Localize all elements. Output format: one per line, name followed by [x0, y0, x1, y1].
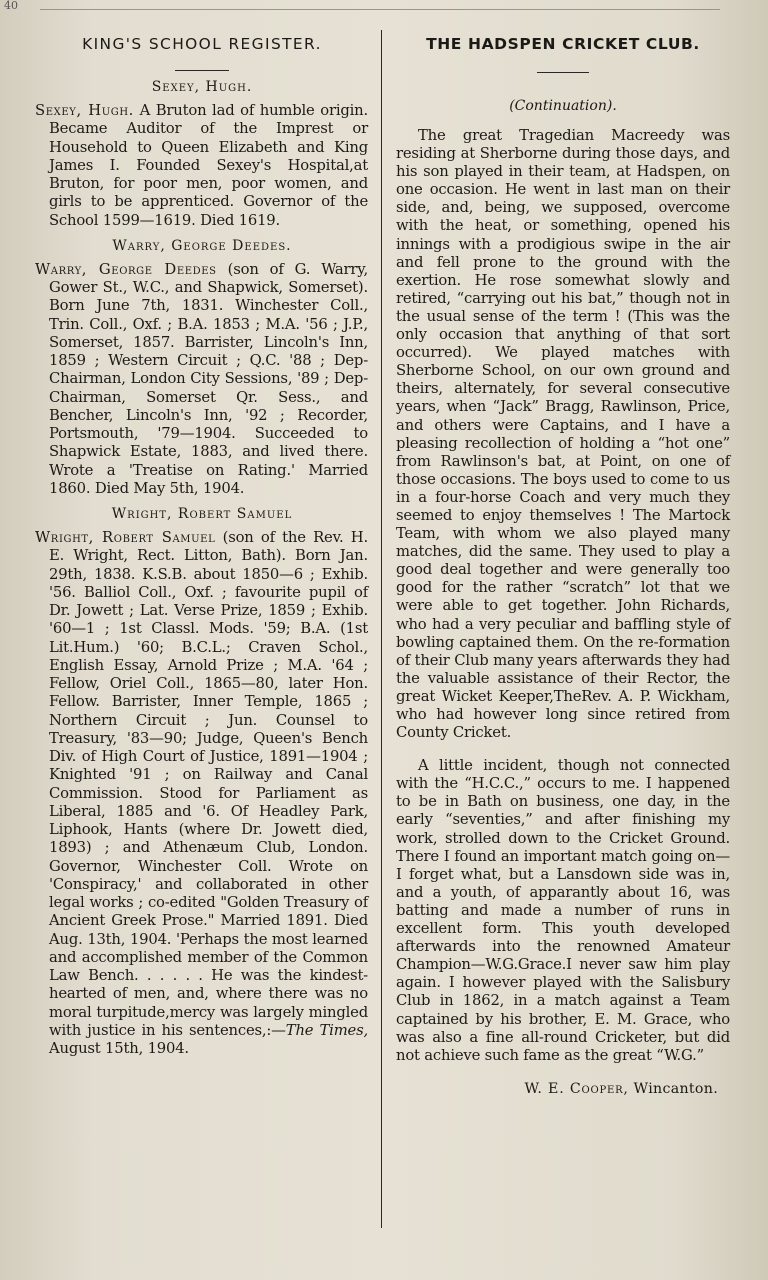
entry-subhead-warry: Warry, George Deedes.	[112, 237, 292, 254]
signature-name: W. E. Cooper,	[524, 1080, 629, 1097]
signature-place: Wincanton.	[628, 1080, 718, 1097]
entry-source: The Times,	[285, 1021, 369, 1039]
continuation-note: (Continuation).	[509, 98, 617, 114]
top-rule	[40, 9, 720, 10]
article-paragraph: The great Tragedian Macreedy was residing at Sherborne during those days, and his son played in their team, at Hadspen, on one occasion. He went in last man on their side, and, being, we supposed, overcome with the heat, or something, opened his innings with a prodigious swipe in the air and fell prone to the ground with the exertion. He rose somewhat slowly and retired, “carrying out his bat,” though not in the usual sense of the term ! (This was the only occasion that anything of that sort occurred). We played matches with Sherborne School, on our own ground and theirs, alternately, for several consecutive years, when “Jack” Bragg, Rawlinson, Price, and others were Captains, and I have a pleasing recollection of holding a “hot one” from Rawlinson's bat, at Point, on one of those occasions. The boys used to come to us in a four-horse Coach and very much they seemed to enjoy themselves ! The Martock Team, with whom we also played many matches, did the same. They used to play a good deal together and were generally too good for the rather “scratch” lot that we were able to get together. John Richards, who had a very peculiar and baffling style of bowling captained them. On the re-formation of their Club many years afterwards they had the valuable assistance of their Rector, the great Wicket Keeper,TheRev. A. P. Wickham, who had however long since retired from County Cricket.	[396, 127, 730, 742]
column-divider	[381, 30, 382, 1228]
right-heading: THE HADSPEN CRICKET CLUB.	[426, 35, 700, 53]
left-heading-rule	[175, 70, 229, 71]
entry-wright	[36, 529, 368, 1058]
page-number: 40	[4, 0, 18, 12]
entry-date: August 15th, 1904.	[49, 1040, 189, 1057]
left-column	[36, 30, 368, 1065]
left-heading: KING'S SCHOOL REGISTER.	[82, 35, 322, 53]
entry-text: (son of the Rev. H. E. Wright, Rect. Litton, Bath). Born Jan. 29th, 1838. K.S.B. about 1850—6 ; Exhib. '56. Balliol Coll., Oxf. ; favourite pupil of Dr. Jowett ; Lat. Verse Prize, 1859 ; Exhib. '60—1 ; 1st Classl. Mods. '59; B.A. (1st Lit.Hum.) '60; B.C.L.; Craven Schol., English Essay, Arnold Prize ; M.A. '64 ; Fellow, Oriel Coll., 1865—80, later Hon. Fellow. Barrister, Inner Temple, 1865 ; Northern Circuit ; Jun. Counsel to Treasury, '83—90; Judge, Queen's Bench Div. of High Court of Justice, 1891—1904 ; Knighted '91 ; on Railway and Canal Commission. Stood for Parliament as Liberal, 1885 and '6. Of Headley Park, Liphook, Hants (where Dr. Jowett died, 1893) ; and Athenæum Club, London. Governor, Winchester Coll. Wrote on 'Conspiracy,' and collaborated in other legal works ; co-edited "Golden Treasury of Ancient Greek Prose." Married 1891. Died Aug. 13th, 1904. 'Perhaps the most learned and accomplished member of the Common Law Bench. . . . . . He was the kindest-hearted of men, and, where there was no moral turpitude,mercy was largely mingled with justice in his sentences,:—	[49, 529, 368, 1039]
right-heading-rule	[537, 72, 589, 73]
entry-lead: Warry, George Deedes	[35, 260, 217, 278]
entry-sexey	[36, 102, 368, 230]
right-column	[396, 30, 730, 1097]
entry-warry	[36, 261, 368, 498]
entry-subhead-sexey: Sexey, Hugh.	[151, 79, 253, 95]
entry-lead: Sexey, Hugh.	[35, 102, 134, 119]
article-paragraph: A little incident, though not connected with the “H.C.C.,” occurs to me. I happened to be in Bath on business, one day, in the early “seventies,” and after finishing my work, strolled down to the Cricket Ground. There I found an important match going on—I forget what, but a Lansdown side was in, and a youth, of apparantly about 16, was batting and made a number of runs in excellent form. This youth developed afterwards into the renowned Amateur Champion—W.G.Grace.I never saw him play again. I however played with the Salisbury Club in 1862, in a match against a Team captained by his brother, E. M. Grace, who was also a fine all-round Cricketer, but did not achieve such fame as the great “W.G.”	[396, 757, 730, 1064]
entry-subhead-wright: Wright, Robert Samuel	[111, 506, 293, 522]
entry-lead: Wright, Robert Samuel	[35, 529, 216, 546]
entry-text: A Bruton lad of humble origin. Became Auditor of the Imprest or Household to Queen Elizabeth and King James I. Founded Sexey's Hospital,at Bruton, for poor men, poor women, and girls to be apprenticed. Governor of the School 1599—1619. Died 1619.	[49, 102, 368, 229]
signature	[396, 1081, 718, 1097]
entry-text: (son of G. Warry, Gower St., W.C., and Shapwick, Somerset). Born June 7th, 1831. Winchester Coll., Trin. Coll., Oxf. ; B.A. 1853 ; M.A. '56 ; J.P., Somerset, 1857. Barrister, Lincoln's Inn, 1859 ; Western Circuit ; Q.C. '88 ; Dep-Chairman, London City Sessions, '89 ; Dep-Chairman, Somerset Qr. Sess., and Bencher, Lincoln's Inn, '92 ; Recorder, Portsmouth, '79—1904. Succeeded to Shapwick Estate, 1883, and lived there. Wrote a 'Treatise on Rating.' Married 1860. Died May 5th, 1904.	[49, 260, 368, 497]
